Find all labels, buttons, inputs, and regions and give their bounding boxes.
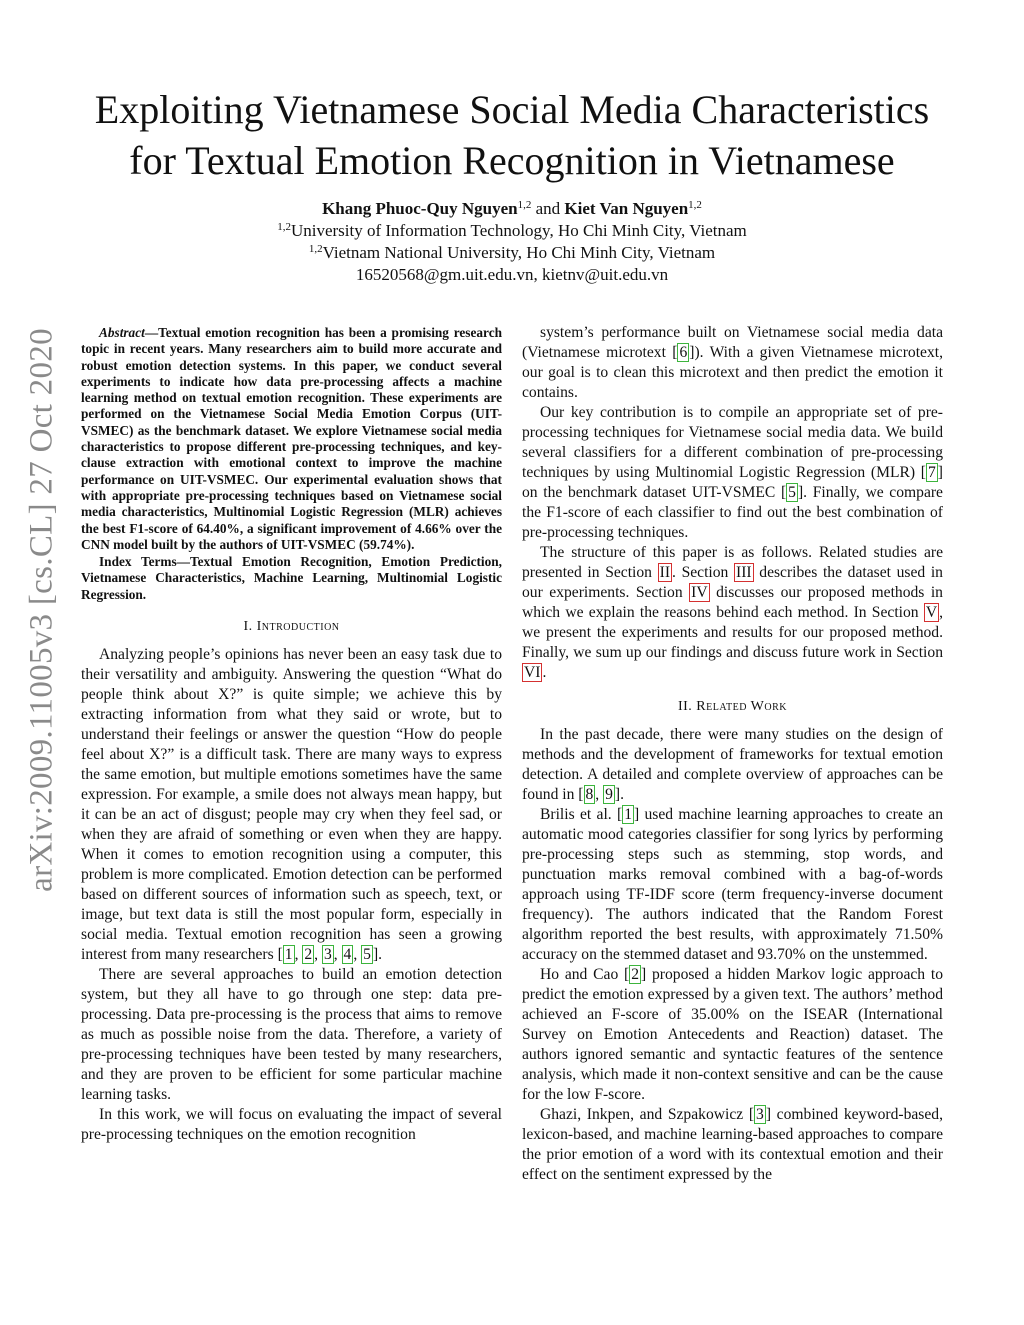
right-paragraph-3 [522, 543, 943, 683]
intro-paragraph-1 [81, 645, 502, 965]
citation-link[interactable]: 8 [585, 786, 594, 803]
abstract [81, 325, 502, 553]
intro-p1-end: ]. [372, 946, 383, 964]
citation-separator: , [333, 946, 342, 964]
citation-separator: , [314, 946, 322, 964]
citation-link[interactable]: 5 [363, 946, 371, 964]
right-paragraph-2 [522, 403, 943, 543]
author-1: Khang Phuoc-Quy Nguyen [322, 199, 518, 218]
citation-link[interactable]: 1 [624, 806, 632, 823]
arxiv-identifier[interactable]: arXiv:2009.11005v3 [cs.CL] 27 Oct 2020 [23, 328, 60, 892]
author-block [160, 198, 864, 286]
abstract-label: Abstract [99, 325, 145, 340]
text-run: describes the dataset used in our experiments. Section [522, 564, 943, 601]
text-run: In the past decade, there were many studies on the design of methods and the development of frameworks for textual emotion detection. A detailed and complete overview of approaches can be found in [ [522, 726, 943, 803]
citation-link[interactable]: 3 [756, 1106, 764, 1123]
index-terms-label: Index Terms [99, 554, 177, 570]
intro-paragraph-3: In this work, we will focus on evaluating the impact of several pre-processing techniques on the emotion recognition [81, 1106, 502, 1144]
affiliation-1-mark: 1,2 [277, 221, 291, 233]
intro-p1-text: Analyzing people’s opinions has never been an easy task due to their versatility and ambiguity. Answering the question “What do people think about X?” is quite simple; we achieve this by extracting information from what they said or wrote, but to understand their feelings or answer the question “How do people feel about X?” is a difficult task. There are many ways to express the same emotion, but multiple emotions sometimes have the same expression. For example, a smile does not always mean happy, but it can be an act of disgust; people may cry when they feel sad, or when they are afraid of something or even when they are happy. When it comes to emotion recognition using a computer, this problem is more complicated. Emotion detection can be performed based on different sources of information such as speech, text, or image, but text data is still the most popular form, especially in social media. Textual emotion recognition has seen a growing interest from many researchers [ [81, 646, 502, 964]
text-run: . Section [672, 564, 735, 581]
author-1-affiliation-mark: 1,2 [517, 199, 532, 211]
right-paragraph-1 [522, 323, 943, 403]
text-run: ]). With a given Vietnamese microtext, our goal is to clean this microtext and then predict the emotion it contains. [522, 344, 943, 401]
right-column [522, 323, 943, 1185]
section-heading-introduction: I. Introduction [243, 619, 340, 635]
text-run: discusses our proposed methods in which we explain the reasons behind each method. In Section [522, 584, 943, 621]
related-paragraph-4 [522, 1105, 943, 1185]
author-names [160, 198, 864, 220]
citation-link[interactable]: 1 [284, 946, 293, 964]
related-paragraph-3 [522, 965, 943, 1105]
section-link[interactable]: V [925, 604, 938, 621]
abstract-text: —Textual emotion recognition has been a promising research topic in recent years. Many researchers aim to build more accurate and robust emotion detection systems. In this paper, we conduct several experiments to indicate how data pre-processing affects a machine learning method on textual emotion recognition. These experiments are performed on the Vietnamese Social Media Emotion Corpus (UIT-VSMEC) as the benchmark dataset. We explore Vietnamese social media characteristics to propose different pre-processing techniques, and key-clause extraction with emotional context to improve the machine performance on UIT-VSMEC. Our experimental evaluation shows that with appropriate pre-processing techniques based on Vietnamese social media characteristics, Multinomial Logistic Regression (MLR) achieves the best F1-score of 64.40%, a significant improvement of 4.66% over the CNN model built by the authors of UIT-VSMEC (59.74%). [81, 325, 502, 552]
affiliation-2 [160, 242, 864, 264]
text-run: The structure of this paper is as follows. Related studies are presented in Section [522, 544, 943, 581]
citation-link[interactable]: 2 [631, 966, 640, 983]
intro-paragraph-2: There are several approaches to build an emotion detection system, but they all have to go through one step: data pre-processing. Data pre-processing is the process that aims to remove as much as possible noise from the data. Therefore, a variety of pre-processing techniques have been tested by many researchers, and they are proven to be efficient for some particular machine learning tasks. [81, 966, 502, 1104]
citation-link[interactable]: 7 [928, 464, 936, 481]
text-run: ] combined keyword-based, lexicon-based, and machine learning-based approaches to compare the prior emotion of a word with its contextual emotion and their effect on the sentiment expressed by the [522, 1106, 943, 1183]
related-paragraph-2 [522, 805, 943, 965]
affiliation-1 [160, 220, 864, 242]
affiliation-2-text: Vietnam National University, Ho Chi Minh City, Vietnam [322, 243, 716, 262]
citation-link[interactable]: 4 [343, 946, 352, 964]
section-link[interactable]: II [659, 564, 671, 581]
paper-title [60, 84, 964, 186]
index-terms [81, 554, 502, 603]
text-run: Brilis et al. [ [540, 806, 623, 823]
affiliation-1-text: University of Information Technology, Ho Chi Minh City, Vietnam [290, 221, 747, 240]
citation-separator: , [353, 946, 362, 964]
section-link[interactable]: III [736, 564, 752, 581]
text-run: Ho and Cao [ [540, 966, 630, 983]
arxiv-sidebar [0, 0, 60, 892]
citation-link[interactable]: 5 [788, 484, 796, 501]
text-run: system’s performance built on Vietnamese social media data (Vietnamese microtext [ [522, 324, 943, 361]
citation-link[interactable]: 3 [323, 946, 332, 964]
section-link[interactable]: VI [524, 664, 541, 681]
author-conjunction: and [531, 199, 565, 218]
left-column [81, 323, 502, 1145]
affiliation-2-mark: 1,2 [308, 243, 323, 255]
text-run: ] used machine learning approaches to create an automatic mood categories classifier for song lyrics by performing pre-processing steps such as stemming, stop words, and punctuation marks removal combined with a bag-of-words approach using TF-IDF score (term frequency-inverse document frequency). The authors indicated that the Random Forest algorithm reported the best results, with approximately 71.50% accuracy on the stemmed dataset and 93.70% on the unstemmed. [522, 806, 943, 963]
citation-link[interactable]: 2 [304, 946, 313, 964]
author-emails[interactable]: 16520568@gm.uit.edu.vn, kietnv@uit.edu.vn [355, 265, 669, 284]
text-run: Ghazi, Inkpen, and Szpakowicz [ [540, 1106, 755, 1123]
author-2: Kiet Van Nguyen [564, 199, 689, 218]
text-run: ] proposed a hidden Markov logic approach to predict the emotion expressed by a given text. The authors’ method achieved an F-score of 35.00% on the ISEAR (International Survey on Emotion Antecedents and Reaction) dataset. The authors ignored semantic and syntactic features of the sentence analysis, which made it non-context sensitive and can be the cause for the low F-score. [522, 966, 943, 1103]
citation-link[interactable]: 9 [605, 786, 613, 803]
citation-separator: , [294, 946, 303, 964]
section-link[interactable]: IV [691, 584, 708, 601]
title-line-2: for Textual Emotion Recognition in Vietnamese [129, 138, 895, 183]
text-run: , we present the experiments and results for our proposed method. Finally, we sum up our findings and discuss future work in Section [522, 604, 943, 661]
citation-link[interactable]: 6 [679, 344, 688, 361]
text-run: ] on the benchmark dataset UIT-VSMEC [ [522, 464, 943, 501]
introduction-section [81, 619, 502, 1145]
text-run: . [542, 664, 547, 681]
author-2-affiliation-mark: 1,2 [688, 199, 702, 211]
title-line-1: Exploiting Vietnamese Social Media Characteristics [94, 87, 930, 132]
index-terms-text: —Textual Emotion Recognition, Emotion Prediction, Vietnamese Characteristics, Machine Learning, Multinomial Logistic Regression. [81, 554, 502, 602]
related-paragraph-1 [522, 725, 943, 805]
text-run: Our key contribution is to compile an appropriate set of pre-processing techniques for Vietnamese social media data. We build several classifiers for a different combination of pre-processing techniques by using Multinomial Logistic Regression (MLR) [ [522, 404, 943, 481]
section-heading-related-work: II. Related Work [677, 699, 787, 714]
text-run: ]. [614, 786, 624, 803]
text-run: ]. Finally, we compare the F1-score of each classifier to find out the best combination of pre-processing techniques. [522, 484, 943, 541]
citation-separator: , [595, 786, 604, 803]
